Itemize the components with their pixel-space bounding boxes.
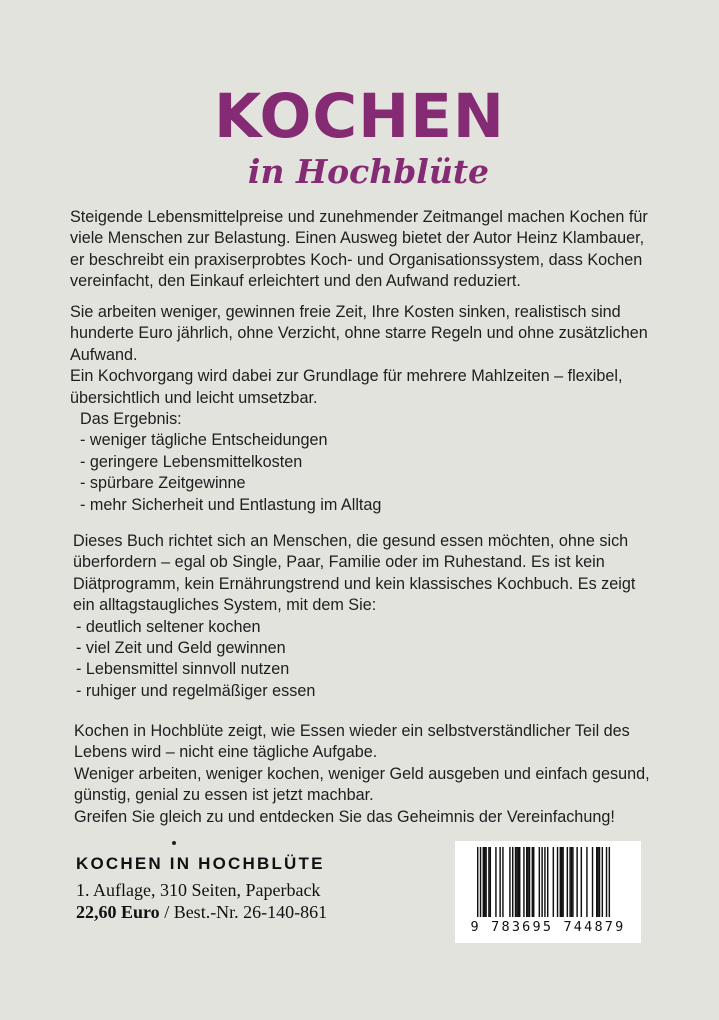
book-info-title: KOCHEN IN HOCHBLÜTE [76, 854, 325, 873]
barcode-bar [569, 847, 570, 917]
barcode-bar [572, 847, 573, 917]
barcode-bar [597, 847, 598, 917]
barcode-bar [526, 847, 527, 917]
benefits-paragraph-1: Sie arbeiten weniger, gewinnen freie Zeit, Ihre Kosten sinken, realistisch sind hunderte Euro jährlich, ohne Verzicht, ohne starre Regeln und ohne zusätzlichen Aufwand. [70, 303, 648, 364]
barcode [455, 841, 641, 943]
barcode-bars [477, 847, 619, 917]
list-item: - geringere Lebensmittelkosten [80, 452, 303, 471]
barcode-bar [576, 847, 577, 917]
result-heading: Das Ergebnis: [80, 410, 182, 429]
barcode-bar [596, 847, 597, 917]
result-list-block [70, 409, 660, 516]
book-subtitle: in Hochblüte [247, 152, 490, 191]
barcode-bar [518, 847, 519, 917]
barcode-bar [609, 847, 610, 917]
book-price-line [76, 901, 327, 923]
barcode-bar [483, 847, 484, 917]
barcode-bar [532, 847, 533, 917]
barcode-bar [533, 847, 534, 917]
barcode-bar [527, 847, 528, 917]
list-item: - mehr Sicherheit und Entlastung im Alltag [80, 495, 382, 514]
closing-paragraph-1: Kochen in Hochblüte zeigt, wie Essen wieder ein selbstverständlicher Teil des Lebens wird – nicht eine tägliche Aufgabe. [74, 722, 630, 762]
barcode-bar [541, 847, 542, 917]
closing-section [70, 721, 660, 828]
barcode-bar [606, 847, 607, 917]
barcode-bar [571, 847, 572, 917]
barcode-bar [490, 847, 491, 917]
barcode-number: 9 783695 744879 [470, 919, 626, 935]
audience-section [70, 531, 660, 702]
benefits-paragraph-2: Ein Kochvorgang wird dabei zur Grundlage für mehrere Mahlzeiten – flexibel, übersichtlich und leicht umsetzbar. [70, 367, 623, 407]
barcode-bar [567, 847, 568, 917]
result-list [80, 430, 660, 516]
closing-paragraph-3: Greifen Sie gleich zu und entdecken Sie das Geheimnis der Vereinfachung! [74, 807, 615, 826]
list-item: - viel Zeit und Geld gewinnen [76, 639, 286, 658]
barcode-bar [560, 847, 561, 917]
barcode-bar [480, 847, 481, 917]
separator-dot [172, 841, 176, 845]
barcode-bar [477, 847, 478, 917]
barcode-bar [561, 847, 562, 917]
barcode-bar [557, 847, 558, 917]
barcode-bar [502, 847, 503, 917]
list-item: - Lebensmittel sinnvoll nutzen [76, 660, 290, 679]
barcode-bar [553, 847, 554, 917]
audience-list [70, 617, 660, 703]
barcode-bar [519, 847, 520, 917]
barcode-bar [495, 847, 496, 917]
barcode-bar [515, 847, 516, 917]
barcode-bar [592, 847, 593, 917]
barcode-bar [512, 847, 513, 917]
barcode-bar [509, 847, 510, 917]
barcode-bar [529, 847, 530, 917]
barcode-bar [523, 847, 524, 917]
book-price: 22,60 Euro [76, 902, 160, 922]
benefits-section [70, 302, 660, 516]
barcode-bar [581, 847, 582, 917]
barcode-bar [586, 847, 587, 917]
audience-paragraph: Dieses Buch richtet sich an Menschen, die gesund essen möchten, ohne sich überfordern – egal ob Single, Paar, Familie oder im Ruhestand. Es ist kein Diätprogramm, kein Ernährungstrend und kein klassisches Kochbuch. Es zeigt ein alltagstaugliches System, mit dem Sie: [73, 532, 636, 615]
book-order-number: / Best.-Nr. 26-140-861 [159, 902, 328, 922]
barcode-bar [488, 847, 489, 917]
barcode-bar [484, 847, 485, 917]
list-item: - weniger tägliche Entscheidungen [80, 431, 328, 450]
barcode-bar [599, 847, 600, 917]
barcode-bar [539, 847, 540, 917]
barcode-bar [562, 847, 563, 917]
barcode-bar [516, 847, 517, 917]
intro-paragraph: Steigende Lebensmittelpreise und zunehmender Zeitmangel machen Kochen für viele Menschen zur Belastung. Einen Ausweg bietet der Autor Heinz Klambauer, er beschreibt ein praxiserprobtes Koch- und Organisationssystem, dass Kochen vereinfacht, den Einkauf erleichtert und den Aufwand reduziert. [70, 208, 648, 291]
barcode-bar [544, 847, 545, 917]
barcode-bar [547, 847, 548, 917]
intro-section [70, 207, 660, 293]
list-item: - ruhiger und regelmäßiger essen [76, 681, 316, 700]
closing-paragraph-2: Weniger arbeiten, weniger kochen, weniger Geld ausgeben und einfach gesund, günstig, genial zu essen ist jetzt machbar. [74, 764, 650, 805]
list-item: - deutlich seltener kochen [76, 617, 261, 636]
list-item: - spürbare Zeitgewinne [80, 474, 246, 493]
barcode-bar [499, 847, 500, 917]
book-title: KOCHEN [214, 81, 505, 152]
book-info [76, 853, 327, 923]
barcode-bar [485, 847, 486, 917]
book-edition: 1. Auflage, 310 Seiten, Paperback [76, 880, 321, 900]
barcode-bar [602, 847, 603, 917]
